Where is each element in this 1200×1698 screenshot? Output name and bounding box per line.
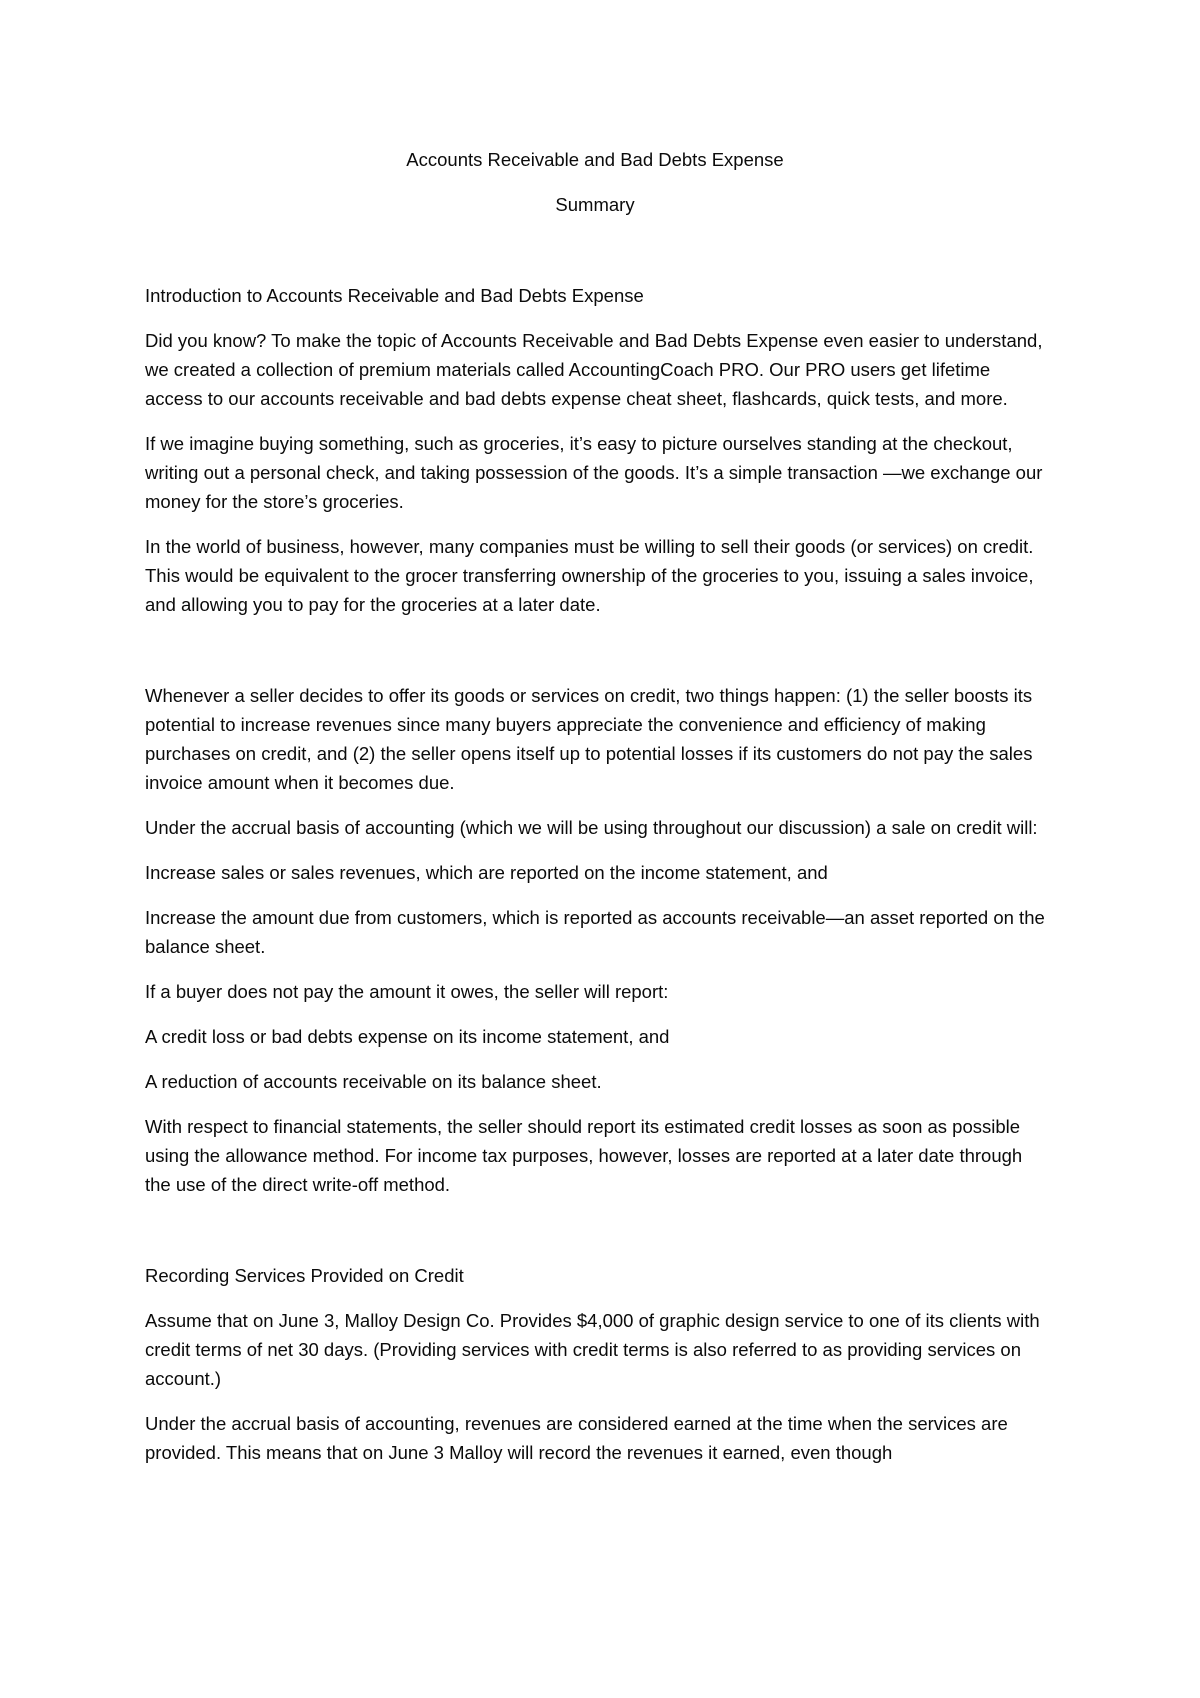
paragraph-increase-sales: Increase sales or sales revenues, which are reported on the income statement, and: [145, 862, 828, 883]
paragraph-with-respect-to-financial-statements: With respect to financial statements, the seller should report its estimated credit losses as soon as possible using the allowance method. For income tax purposes, however, losses are reported at a later date through the use of the direct write-off method.: [145, 1116, 1023, 1195]
blank-line: [145, 635, 1045, 681]
paragraph-revenues-earned: Under the accrual basis of accounting, revenues are considered earned at the time when the services are provided. This means that on June 3 Malloy will record the revenues it earned, even though: [145, 1413, 1008, 1463]
blank-line: [145, 235, 1045, 281]
paragraph-did-you-know: Did you know? To make the topic of Accounts Receivable and Bad Debts Expense even easier to understand, we created a collection of premium materials called AccountingCoach PRO. Our PRO users get lifetime access to our accounts receivable and bad debts expense cheat sheet, flashcards, quick tests, and more.: [145, 330, 1043, 409]
paragraph-accrual-basis-sale-on-credit: Under the accrual basis of accounting (which we will be using throughout our discussion) a sale on credit will:: [145, 817, 1038, 838]
paragraph-world-of-business: In the world of business, however, many companies must be willing to sell their goods (or services) on credit. This would be equivalent to the grocer transferring ownership of the groceries to you, issuing a sales invoice, and allowing you to pay for the groceries at a later date.: [145, 536, 1034, 615]
blank-line: [145, 1215, 1045, 1261]
section-heading-recording-services: Recording Services Provided on Credit: [145, 1265, 464, 1286]
paragraph-imagine-buying: If we imagine buying something, such as groceries, it’s easy to picture ourselves standing at the checkout, writing out a personal check, and taking possession of the goods. It’s a simple transaction —we exchange our money for the store’s groceries.: [145, 433, 1043, 512]
section-heading-introduction: Introduction to Accounts Receivable and Bad Debts Expense: [145, 285, 644, 306]
document-subtitle: Summary: [555, 194, 635, 215]
paragraph-buyer-does-not-pay: If a buyer does not pay the amount it owes, the seller will report:: [145, 981, 669, 1002]
paragraph-credit-loss: A credit loss or bad debts expense on its income statement, and: [145, 1026, 670, 1047]
paragraph-assume-june-3: Assume that on June 3, Malloy Design Co. Provides $4,000 of graphic design service to one of its clients with credit terms of net 30 days. (Providing services with credit terms is also referred to as providing services on account.): [145, 1310, 1040, 1389]
paragraph-increase-amount-due: Increase the amount due from customers, which is reported as accounts receivable—an asset reported on the balance sheet.: [145, 907, 1045, 957]
document-title: Accounts Receivable and Bad Debts Expense: [406, 149, 784, 170]
paragraph-reduction-of-accounts-receivable: A reduction of accounts receivable on its balance sheet.: [145, 1071, 602, 1092]
paragraph-whenever-a-seller: Whenever a seller decides to offer its goods or services on credit, two things happen: (1) the seller boosts its potential to increase revenues since many buyers appreciate the convenience and efficiency of making purchases on credit, and (2) the seller opens itself up to potential losses if its customers do not pay the sales invoice amount when it becomes due.: [145, 685, 1033, 793]
